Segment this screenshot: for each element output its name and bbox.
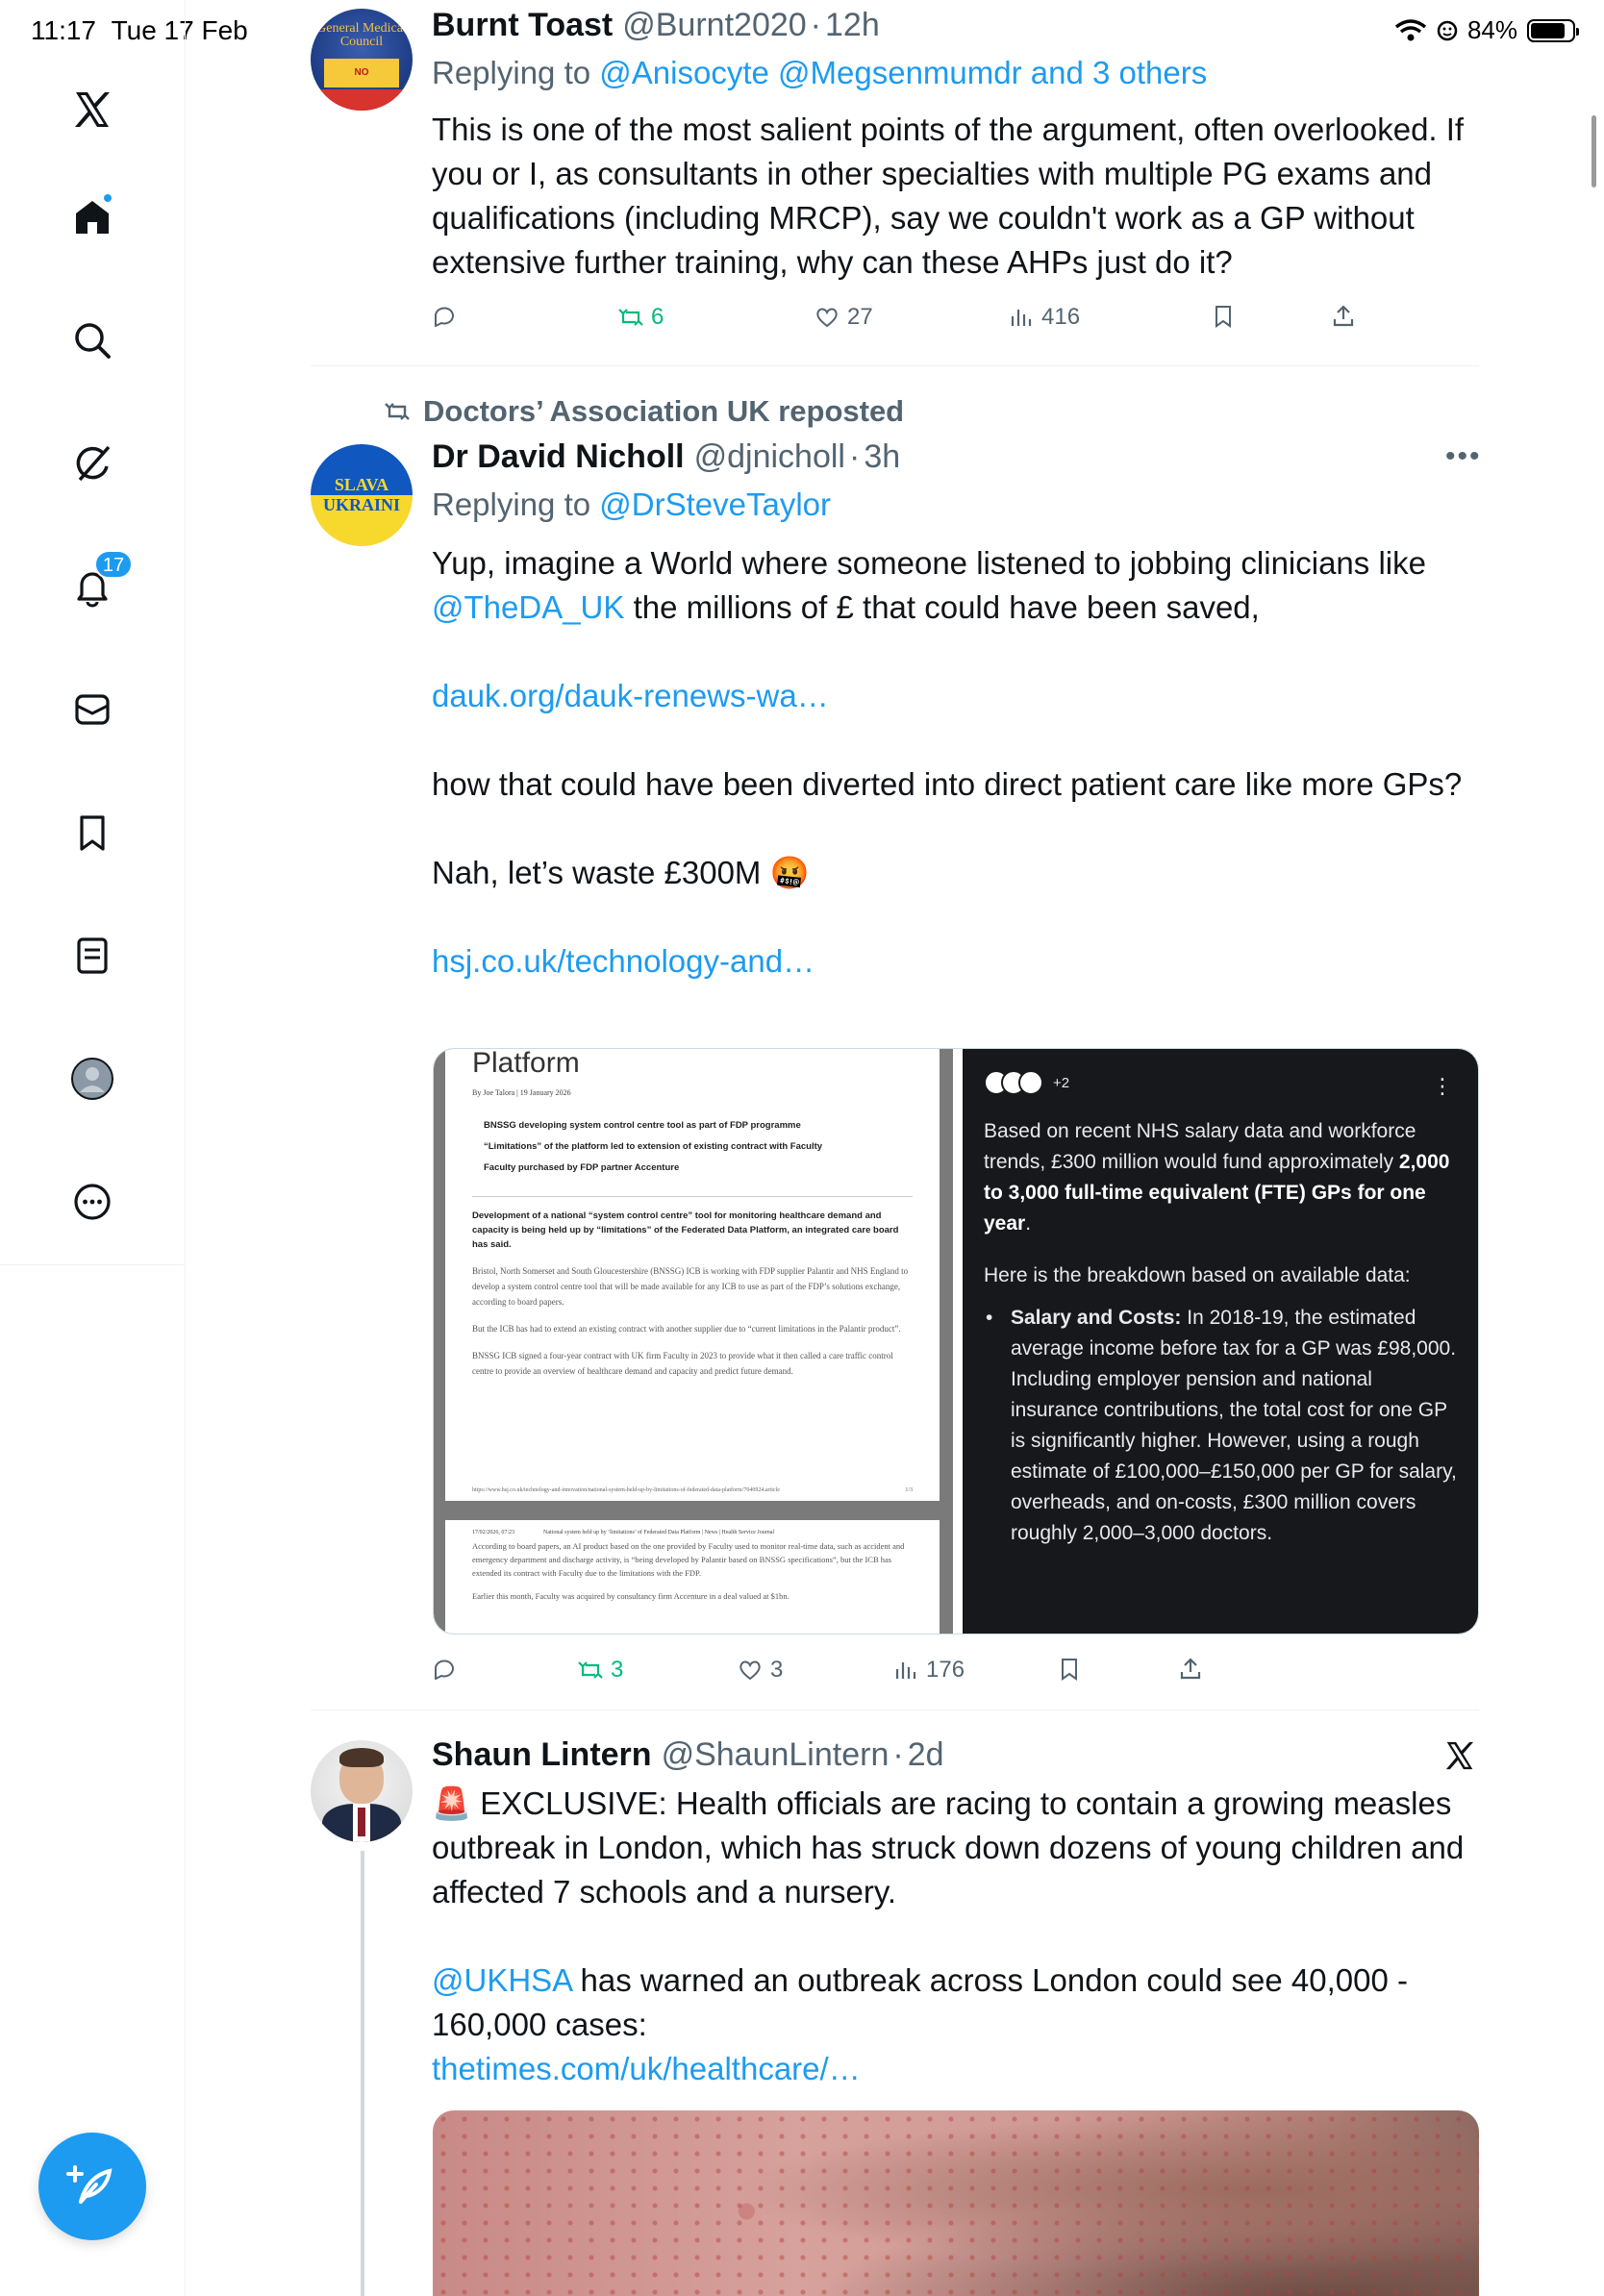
tweet-actions	[432, 304, 1480, 335]
replying-to: Replying to @DrSteveTaylor	[432, 487, 832, 522]
display-name[interactable]: Shaun Lintern	[432, 1736, 652, 1773]
views-count: 176	[926, 1657, 965, 1683]
tweet-header: Burnt Toast @Burnt2020 · 12h	[432, 7, 880, 43]
media-image-grok-answer[interactable]: +2 ⋮ Based on recent NHS salary data and workforce trends, £300 million would fund approximately 2,000 to 3,000 full-time equivalent (FTE) GPs for one year. Here is the breakdown based on available data: • Salary and Costs: In 2018-19, the estimated average income before tax for a GP was £98,000. Including employer pension and national insurance contributions, the total cost for one GP is significantly higher. However, using a rough estimate of £100,000–£150,000 per GP for salary, overheads, and on-costs, £300 million covers roughly 2,000–3,000 doctors.	[963, 1049, 1478, 1634]
retweet-button[interactable]	[578, 1657, 623, 1684]
messages-icon[interactable]	[60, 677, 125, 742]
retweet-icon	[383, 399, 412, 424]
display-name[interactable]: Burnt Toast	[432, 7, 614, 43]
mention-link[interactable]: @UKHSA	[432, 1962, 572, 1998]
like-button[interactable]	[738, 1657, 783, 1684]
url-link[interactable]: thetimes.com/uk/healthcare/…	[432, 2051, 861, 2086]
x-logo-icon	[1442, 1738, 1477, 1778]
media-image-measles[interactable]	[433, 2110, 1479, 2296]
home-unread-dot	[102, 192, 113, 204]
share-icon	[1178, 1657, 1203, 1682]
reply-to-link[interactable]: @Anisocyte @Megsenmumdr and 3 others	[599, 55, 1208, 90]
search-icon[interactable]	[60, 308, 125, 373]
compose-button[interactable]	[38, 2133, 146, 2240]
more-options-icon[interactable]: •••	[1445, 440, 1482, 472]
ai-sources: +2	[984, 1070, 1457, 1095]
retweet-icon	[578, 1658, 603, 1683]
article-page-2: 17/02/2026, 07:23 National system held up by ‘limitations’ of Federated Data Platform | News | Health Service Journal According to board papers, an AI product based on the one provided by Faculty used to monitor real-time data, such as accident and emergency department and discharge activity, is “being developed by Palantir based on BNSSG specifications”, but the ICB has extended its contract with Faculty due to the limitations with the FDP. Earlier this month, Faculty was acquired by consultancy firm Accenture in a deal valued at $1bn.	[445, 1520, 940, 1634]
bookmark-icon	[1057, 1657, 1082, 1682]
views-icon	[1009, 305, 1034, 330]
more-icon[interactable]	[60, 1169, 125, 1235]
views-button[interactable]	[893, 1657, 965, 1684]
url-link[interactable]: hsj.co.uk/technology-and…	[432, 943, 815, 979]
feather-plus-icon	[65, 2159, 119, 2213]
grok-icon[interactable]	[60, 431, 125, 496]
tweet-header: Dr David Nicholl @djnicholl · 3h	[432, 438, 901, 475]
tweet-text: 🚨 EXCLUSIVE: Health officials are racing to contain a growing measles outbreak in London, which has struck down dozens of young children and affected 7 schools and a nursery. @UKHSA has warned an outbreak across London could see 40,000 - 160,000 cases: thetimes.com/uk/healthcare/…	[432, 1785, 1465, 2086]
media-image-article[interactable]	[434, 1049, 953, 1634]
ai-bullet-list	[984, 1303, 1457, 1549]
kebab-menu-icon: ⋮	[1432, 1074, 1453, 1098]
angry-emoji: 🤬	[769, 855, 810, 890]
article-page: Platform By Joe Talora | 19 January 2026 BNSSG developing system control centre tool as part of FDP programme “Limitations” of the platform led to extension of existing contract with Faculty Faculty purchased by FDP partner Accenture Development of a national “system control centre” tool for monitoring healthcare demand and capacity is being held up by “limitations” of the Federated Data Platform, an integrated care board has said. Bristol, North Somerset and South Gloucestershire (BNSSG) ICB is working with FDP supplier Palantir and NHS England to develop a system control centre tool that will be made available for any ICB to use as part of the FDP’s solutions exchange, according to board papers. But the ICB has had to extend an existing contract with another supplier due to “current limitations in the Palantir product”. BNSSG ICB signed a four-year contract with UK firm Faculty in 2023 to provide what it then called a care traffic control centre to provide an overview of healthcare demand and capacity and predict future demand. https://www.hsj.co.uk/technology-and-innovation/national-system-held-up-by-limitations-of-federated-data-platform/7040924.article 1/3	[445, 1049, 940, 1501]
retweet-count: 6	[651, 304, 664, 330]
lists-icon[interactable]	[60, 923, 125, 988]
home-icon[interactable]	[60, 185, 125, 250]
reply-button[interactable]	[432, 1657, 457, 1682]
tweet-actions	[432, 1657, 1480, 1687]
siren-emoji: 🚨	[432, 1785, 472, 1821]
avatar[interactable]: General Medical Council NO	[311, 9, 413, 111]
timestamp[interactable]: 12h	[825, 7, 880, 43]
reply-icon	[432, 1657, 457, 1682]
share-icon	[1331, 304, 1356, 329]
battery-percent: 84%	[1466, 15, 1517, 44]
thread-line	[361, 1851, 364, 2296]
handle[interactable]: @djnicholl	[693, 438, 845, 475]
source-avatar	[1018, 1070, 1043, 1095]
tweet-text: This is one of the most salient points of the argument, often overlooked. If you or I, as consultants in other specialties with multiple PG exams and qualifications (including MRCP), say we couldn't work as a GP without extensive further training, why can these AHPs just do it?	[432, 112, 1465, 280]
tweet-divider	[311, 365, 1479, 366]
list-item: • Salary and Costs: In 2018-19, the estimated average income before tax for a GP was £98,000. Including employer pension and national insurance contributions, the total cost for one GP is significantly higher. However, using a rough estimate of £100,000–£150,000 per GP for salary, overheads, and on-costs, £300 million covers roughly 2,000–3,000 doctors.	[1011, 1303, 1457, 1549]
ai-intro: Based on recent NHS salary data and workforce trends, £300 million would fund approximately 2,000 to 3,000 full-time equivalent (FTE) GPs for one year.	[984, 1120, 1450, 1235]
like-count: 27	[847, 304, 873, 330]
bookmark-button[interactable]	[1211, 304, 1236, 329]
share-button[interactable]	[1178, 1657, 1203, 1682]
url-link[interactable]: dauk.org/dauk-renews-wa…	[432, 678, 829, 713]
share-button[interactable]	[1331, 304, 1356, 329]
retweet-icon	[618, 305, 643, 330]
like-count: 3	[770, 1657, 784, 1683]
notifications-badge: 17	[94, 550, 133, 579]
mention-link[interactable]: @TheDA_UK	[432, 589, 625, 625]
views-button[interactable]	[1009, 304, 1080, 331]
repost-label: Doctors’ Association UK reposted	[383, 394, 904, 429]
media-gallery[interactable]	[433, 1048, 1479, 1635]
display-name[interactable]: Dr David Nicholl	[432, 438, 685, 475]
avatar[interactable]: SLAVA UKRAINI	[311, 444, 413, 546]
scrollbar[interactable]	[1591, 115, 1596, 187]
x-logo-icon[interactable]	[60, 77, 125, 142]
replying-to: Replying to @Anisocyte @Megsenmumdr and 3 others	[432, 55, 1208, 90]
timestamp[interactable]: 3h	[864, 438, 901, 475]
views-icon	[893, 1658, 918, 1683]
status-time: 11:17 Tue 17 Feb	[31, 15, 248, 45]
heart-icon	[815, 305, 840, 330]
reply-to-link[interactable]: @DrSteveTaylor	[599, 487, 832, 522]
bookmarks-icon[interactable]	[60, 800, 125, 865]
sidebar-divider	[0, 1264, 186, 1265]
notifications-icon[interactable]	[60, 554, 125, 619]
retweet-button[interactable]	[618, 304, 664, 331]
bookmark-button[interactable]	[1057, 1657, 1082, 1682]
profile-icon[interactable]	[60, 1046, 125, 1111]
handle[interactable]: @Burnt2020	[622, 7, 807, 43]
reply-icon	[432, 304, 457, 329]
sidebar	[0, 0, 186, 2296]
reply-button[interactable]	[432, 304, 457, 329]
heart-icon	[738, 1658, 763, 1683]
like-button[interactable]	[815, 304, 873, 331]
tweet-header: Shaun Lintern @ShaunLintern · 2d	[432, 1736, 944, 1773]
bookmark-icon	[1211, 304, 1236, 329]
views-count: 416	[1041, 304, 1081, 330]
timeline	[186, 0, 1604, 2296]
avatar[interactable]	[311, 1740, 413, 1842]
handle[interactable]: @ShaunLintern	[661, 1736, 890, 1773]
retweet-count: 3	[611, 1657, 624, 1683]
tweet-text: Yup, imagine a World where someone listened to jobbing clinicians like @TheDA_UK the millions of £ that could have been saved, dauk.org/dauk-renews-wa… how that could have been diverted into direct patient care like more GPs? Nah, let’s waste £300M 🤬 hsj.co.uk/technology-and…	[432, 545, 1463, 979]
timestamp[interactable]: 2d	[907, 1736, 944, 1773]
